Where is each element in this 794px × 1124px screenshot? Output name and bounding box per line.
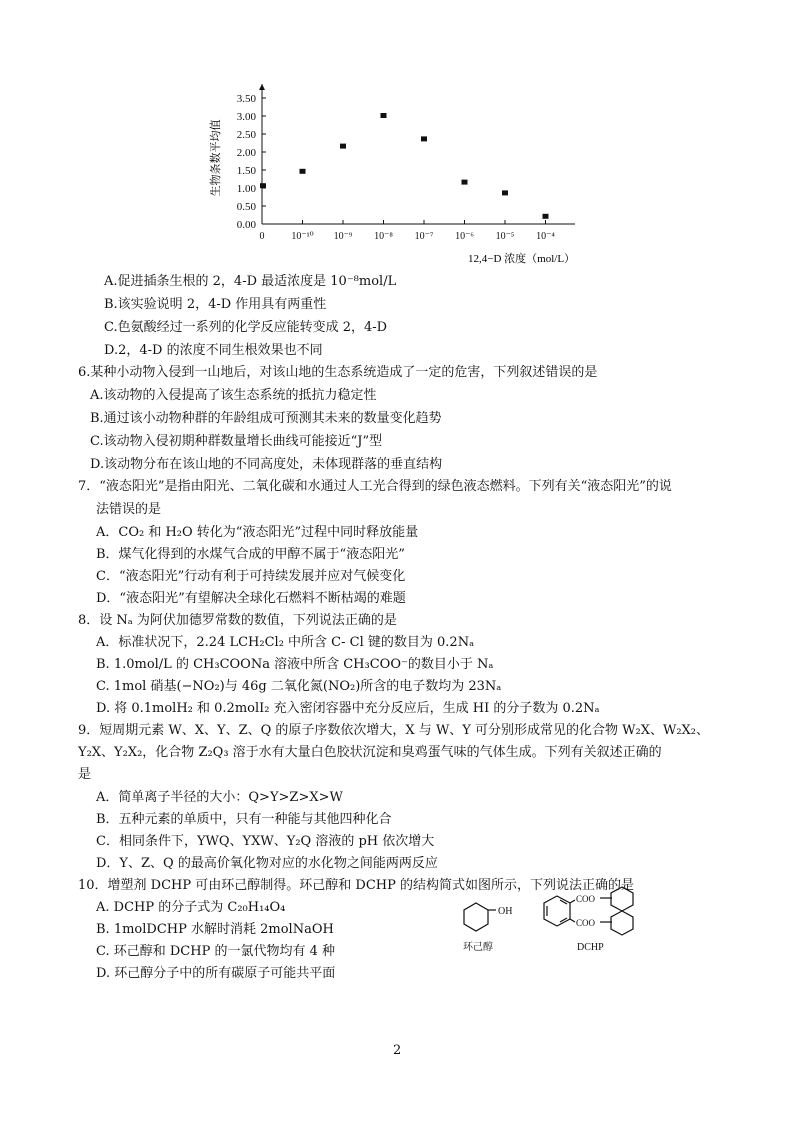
x-tick-label: 10⁻⁹	[333, 231, 353, 242]
q9-stem-line1: 9．短周期元素 W、X、Y、Z、Q 的原子序数依次增大，X 与 W、Y 可分别形成常见的化合物 W₂X、W₂X₂、	[78, 723, 710, 738]
q9-option-a: A．简单离子半径的大小：Q>Y>Z>X>W	[96, 790, 343, 805]
q6-stem: 6.某种小动物入侵到一山地后，对该山地的生态系统造成了一定的危害，下列叙述错误的是	[78, 365, 598, 380]
chart-xlabel: 12,4−D 浓度（mol/L）	[468, 253, 576, 265]
y-tick-label: 1.00	[236, 183, 256, 195]
cyclohexane-ring	[464, 903, 488, 931]
q9-stem-line2: Y₂X、Y₂X₂，化合物 Z₂Q₃ 溶于水有大量白色胶状沉淀和臭鸡蛋气味的气体生成。下列有关叙述正确的	[78, 745, 662, 760]
q6-option-b: B.通过该小动物种群的年龄组成可预测其未来的数量变化趋势	[90, 411, 442, 426]
q7-stem-line2: 法错误的是	[96, 502, 162, 517]
q5-option-a: A.促进插条生根的 2，4-D 最适浓度是 10⁻⁸mol/L	[104, 274, 397, 289]
q8-stem: 8．设 Nₐ 为阿伏加德罗常数的数值，下列说法正确的是	[78, 613, 397, 628]
q9-option-c: C．相同条件下，YWQ、YXW、Y₂Q 溶液的 pH 依次增大	[96, 834, 435, 849]
q7-stem-line1: 7．“液态阳光”是指由阳光、二氧化碳和水通过人工光合得到的绿色液态燃料。下列有关“液态阳光”的说	[78, 479, 672, 494]
y-tick-label: 1.50	[236, 165, 256, 177]
q8-option-a: A．标准状况下，2.24 LCH₂Cl₂ 中所含 C- Cl 键的数目为 0.2Nₐ	[96, 635, 475, 650]
q6-option-d: D.该动物分布在该山地的不同高度处，未体现群落的垂直结构	[90, 457, 443, 472]
x-tick-label: 10⁻⁵	[495, 231, 515, 242]
q5-option-d: D.2，4-D 的浓度不同生根效果也不同	[104, 343, 323, 358]
chart-y-arrow	[259, 84, 265, 90]
x-tick-label: 10⁻⁶	[455, 231, 474, 242]
y-tick-label: 3.00	[236, 111, 256, 123]
y-tick-label: 0.00	[236, 219, 256, 231]
q10-option-c: C. 环己醇和 DCHP 的一氯代物均有 4 种	[96, 944, 336, 959]
page-number: 2	[393, 1043, 402, 1058]
chart	[0, 0, 794, 270]
q7-option-b: B．煤气化得到的水煤气合成的甲醇不属于“液态阳光”	[96, 547, 405, 562]
y-tick-label: 0.50	[236, 201, 256, 213]
q9-stem-line3: 是	[78, 767, 92, 782]
q9-option-b: B．五种元素的单质中，只有一种能与其他四种化合	[96, 812, 392, 827]
oh-label: OH	[498, 906, 513, 917]
coo-label-top: COO	[576, 894, 596, 904]
benzene-ring	[544, 896, 570, 926]
data-point	[421, 136, 427, 141]
chart-axes	[237, 84, 575, 242]
data-point	[502, 190, 508, 195]
q5-option-b: B.该实验说明 2，4-D 作用具有两重性	[104, 297, 327, 312]
q10-stem: 10．增塑剂 DCHP 可由环己醇制得。环己醇和 DCHP 的结构简式如图所示，下列说法正确的是	[78, 878, 634, 893]
q6-option-a: A.该动物的入侵提高了该生态系统的抵抗力稳定性	[90, 388, 377, 403]
q8-option-b: B. 1.0mol/L 的 CH₃COONa 溶液中所含 CH₃COO⁻的数目小于 Nₐ	[96, 657, 494, 672]
x-tick-label: 10⁻¹⁰	[291, 231, 314, 242]
x-tick-label: 10⁻⁷	[414, 231, 434, 242]
caption-dchp: DCHP	[577, 942, 604, 953]
x-tick-label: 10⁻⁸	[374, 231, 393, 242]
data-point	[381, 113, 387, 118]
chart-ylabel: 生物条数平均值	[210, 119, 222, 197]
data-point	[543, 214, 549, 219]
coo-label-bottom: COO	[576, 918, 596, 928]
data-point	[300, 169, 306, 174]
q10-option-a: A. DCHP 的分子式为 C₂₀H₁₄O₄	[96, 900, 286, 915]
q8-option-c: C. 1mol 硝基(−NO₂)与 46g 二氧化氮(NO₂)所含的电子数均为 23Nₐ	[96, 679, 502, 694]
q10-option-d: D. 环己醇分子中的所有碳原子可能共平面	[96, 966, 336, 981]
q8-option-d: D. 将 0.1molH₂ 和 0.2molI₂ 充入密闭容器中充分反应后，生成 HI 的分子数为 0.2Nₐ	[96, 701, 600, 716]
cyclohexyl-ring-bottom	[611, 911, 633, 935]
q10-option-b: B. 1molDCHP 水解时消耗 2molNaOH	[96, 922, 334, 937]
q9-option-d: D．Y、Z、Q 的最高价氧化物对应的水化物之间能两两反应	[96, 856, 438, 871]
y-tick-label: 2.00	[236, 147, 256, 159]
data-point	[260, 183, 266, 188]
data-point	[340, 144, 346, 149]
q7-option-a: A．CO₂ 和 H₂O 转化为“液态阳光”过程中同时释放能量	[96, 525, 419, 540]
y-tick-label: 3.50	[236, 93, 256, 105]
data-point	[462, 180, 468, 185]
q5-option-c: C.色氨酸经过一系列的化学反应能转变成 2，4-D	[104, 320, 388, 335]
y-tick-label: 2.50	[236, 129, 256, 141]
q7-option-d: D．“液态阳光”有望解决全球化石燃料不断枯竭的难题	[96, 591, 406, 606]
caption-cyclohexanol: 环己醇	[463, 942, 493, 953]
x-tick-label: 10⁻⁴	[536, 231, 555, 242]
q7-option-c: C．“液态阳光”行动有利于可持续发展并应对气候变化	[96, 569, 406, 584]
x-tick-label: 0	[259, 231, 265, 242]
q6-option-c: C.该动物入侵初期种群数量增长曲线可能接近“J”型	[90, 434, 383, 449]
